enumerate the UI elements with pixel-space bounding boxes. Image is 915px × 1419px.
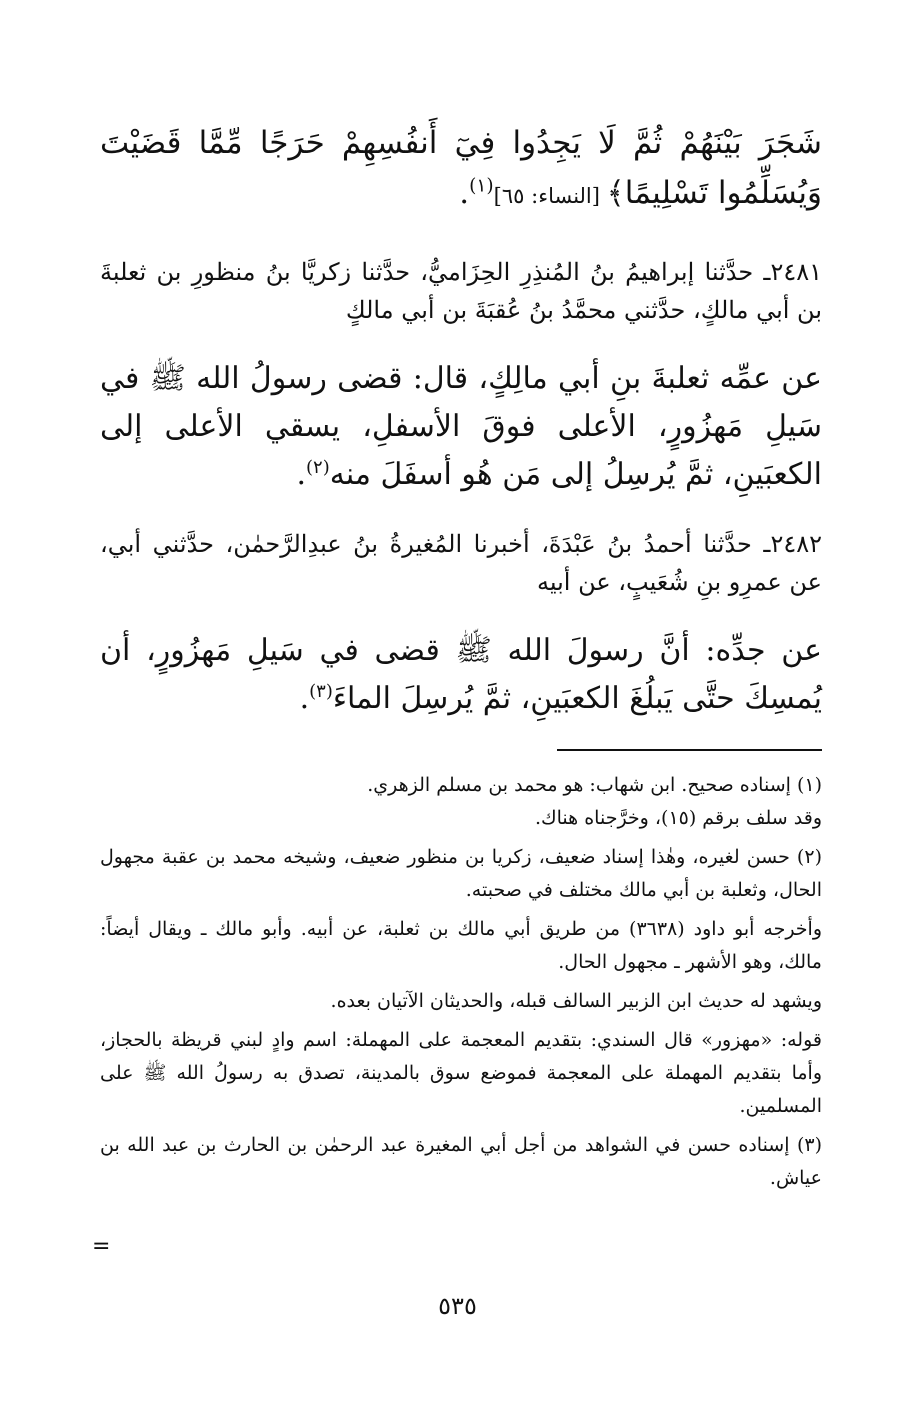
hadith-2482-end: . bbox=[299, 681, 310, 716]
footnote-2-commentary: قوله: «مهزور» قال السندي: بتقديم المعجمة على المهملة: اسم وادٍ لبني قريظة بالحجاز، وأما بتقديم المهملة على المعجمة فموضع سوق بالمدينة، تصدق به رسولُ الله ﷺ على المسلمين. bbox=[100, 1029, 822, 1117]
hadith-2481-end: . bbox=[296, 457, 307, 492]
footnotes bbox=[100, 769, 822, 1195]
page-number: ٥٣٥ bbox=[438, 1292, 477, 1320]
footnote-2-continued: وأخرجه أبو داود (٣٦٣٨) من طريق أبي مالك بن ثعلبة، عن أبيه. وأبو مالك ـ ويقال أيضاً: مالك، وهو الأشهر ـ مجهول الحال. bbox=[100, 918, 823, 973]
page-body bbox=[100, 118, 822, 1195]
footnote-1-continued: وقد سلف برقم (١٥)، وخرَّجناه هناك. bbox=[534, 807, 822, 829]
hadith-2481-matn bbox=[100, 355, 822, 499]
hadith-2482-matn bbox=[100, 627, 822, 723]
footnote-2-witness: ويشهد له حديث ابن الزبير السالف قبله، والحديثان الآتيان بعده. bbox=[330, 990, 822, 1012]
continuation-mark: = bbox=[92, 1234, 111, 1259]
hadith-2481-matn-text: عن عمِّه ثعلبةَ بنِ أبي مالِكٍ، قال: قضى رسولُ الله ﷺ في سَيلِ مَهزُورٍ، الأعلى فوقَ الأسفلِ، يسقي الأعلى إلى الكعبَينِ، ثمَّ يُرسِلُ إلى مَن هُو أسفَلَ منه bbox=[100, 361, 822, 492]
hadith-2481-isnad: ٢٤٨١ـ حدَّثنا إبراهيمُ بنُ المُنذِرِ الحِزَاميُّ، حدَّثنا زكريَّا بنُ منظورِ بن ثعلبةَ بن أبي مالكٍ، حدَّثني محمَّدُ بنُ عُقبَةَ بن أبي مالكٍ bbox=[100, 258, 822, 324]
hadith-2482-isnad: ٢٤٨٢ـ حدَّثنا أحمدُ بنُ عَبْدَةَ، أخبرنا المُغيرةُ بنُ عبدِالرَّحمٰن، حدَّثني أبي، عن عمرِو بنِ شُعَيبٍ، عن أبيه bbox=[100, 530, 822, 596]
footnote-3: (٣) إسناده حسن في الشواهد من أجل أبي المغيرة عبد الرحمٰن بن الحارث بن عبد الله بن عياش. bbox=[100, 1134, 822, 1189]
footnote-2: (٢) حسن لغيره، وهٰذا إسناد ضعيف، زكريا بن منظور ضعيف، وشيخه محمد بن عقبة مجهول الحال، وثعلبة بن أبي مالك مختلف في صحبته. bbox=[100, 846, 822, 901]
footnote-1: (١) إسناده صحيح. ابن شهاب: هو محمد بن مسلم الزهري. bbox=[367, 774, 822, 796]
verse-end: . bbox=[459, 175, 470, 211]
verse-text: شَجَرَ بَيْنَهُمْ ثُمَّ لَا يَجِدُوا فِيٓ أَنفُسِهِمْ حَرَجًا مِّمَّا قَضَيْتَ وَيُسَلِّمُوا تَسْلِيمًا﴾ bbox=[100, 125, 822, 211]
hadith-2482-matn-text: عن جدِّه: أنَّ رسولَ الله ﷺ قضى في سَيلِ مَهزُورٍ، أن يُمسِكَ حتَّى يَبلُغَ الكعبَينِ، ثمَّ يُرسِلَ الماءَ bbox=[100, 633, 822, 716]
footnote-marker-2: (٢) bbox=[306, 457, 330, 478]
footnote-divider bbox=[557, 749, 822, 751]
verse-reference: [النساء: ٦٥] bbox=[493, 184, 607, 208]
footnote-marker-3: (٣) bbox=[309, 681, 333, 702]
quran-verse bbox=[100, 118, 822, 221]
footnote-marker-1: (١) bbox=[469, 175, 494, 197]
